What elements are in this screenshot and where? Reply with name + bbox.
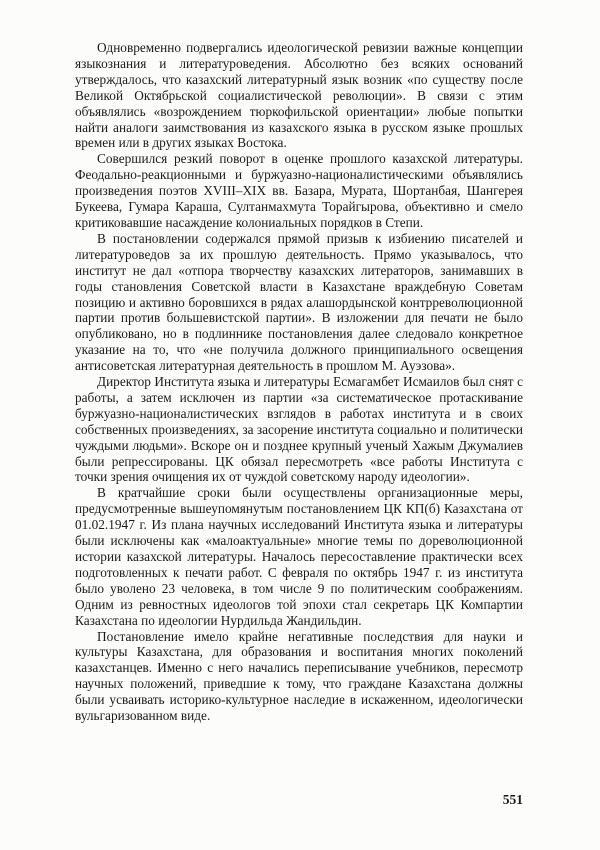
paragraph-2: Совершился резкий поворот в оценке прошлого казахской литературы. Феодально-реакционными и буржуазно-националистическими объявлялись произведения поэтов XVIII–XIX вв. Базара, Мурата, Шортанбая, Шангерея Букеева, Гумара Караша, Султанмахмута Торайгырова, объективно и смело критиковавшие насаждение колониальных порядков в Степи. (75, 151, 523, 230)
paragraph-5: В кратчайшие сроки были осуществлены организационные меры, предусмотренные вышеупомянутым постановлением ЦК КП(б) Казахстана от 01.02.1947 г. Из плана научных исследований Института языка и литературы были исключены как «малоактуальные» многие темы по дореволюционной истории казахской литературы. Началось пересоставление практически всех подготовленных к печати работ. С февраля по октябрь 1947 г. из института было уволено 23 человека, в том числе 9 по политическим соображениям. Одним из ревностных идеологов той эпохи стал секретарь ЦК Компартии Казахстана по идеологии Нурдильда Жандильдин. (75, 485, 523, 628)
paragraph-3: В постановлении содержался прямой призыв к избиению писателей и литературоведов за их прошлую деятельность. Прямо указывалось, что институт не дал «отпора творчеству казахских литераторов, занимавших в годы становления Советской власти в Казахстане враждебную Советам позицию и активно боровшихся в рядах алашордынской контрреволюционной партии против большевистской партии». В изложении для печати не было опубликовано, но в подлиннике постановления далее следовало конкретное указание на то, что «не получила должного принципиального освещения антисоветская литературная деятельность в прошлом М. Ауэзова». (75, 230, 523, 374)
body-text (75, 40, 523, 724)
page-number: 551 (502, 792, 523, 807)
paragraph-1: Одновременно подвергались идеологической ревизии важные концепции языкознания и литературоведения. Абсолютно без всяких оснований утверждалось, что казахский литературный язык возник «по существу после Великой Октябрьской социалистической революции». В связи с этим объявлялись «возрождением тюркофильской ориентации» любые попытки найти аналоги заимствования из казахского языка в русском языке прошлых времен или в других языках Востока. (75, 40, 523, 151)
paragraph-4: Директор Института языка и литературы Есмагамбет Исмаилов был снят с работы, а затем исключен из партии «за систематическое протаскивание буржуазно-националистических взглядов в работах института и в своих собственных произведениях, за засорение института социально и политически чуждыми людьми». Вскоре он и позднее крупный ученый Хажым Джумалиев были репрессированы. ЦК обязал пересмотреть «все работы Института с точки зрения очищения их от чуждой советскому народу идеологии». (75, 374, 523, 485)
paragraph-6: Постановление имело крайне негативные последствия для науки и культуры Казахстана, для образования и воспитания многих поколений казахстанцев. Именно с него начались переписывание учебников, пересмотр научных положений, приведшие к тому, что граждане Казахстана должны были усваивать историко-культурное наследие в искаженном, идеологически вульгаризованном виде. (75, 628, 523, 724)
